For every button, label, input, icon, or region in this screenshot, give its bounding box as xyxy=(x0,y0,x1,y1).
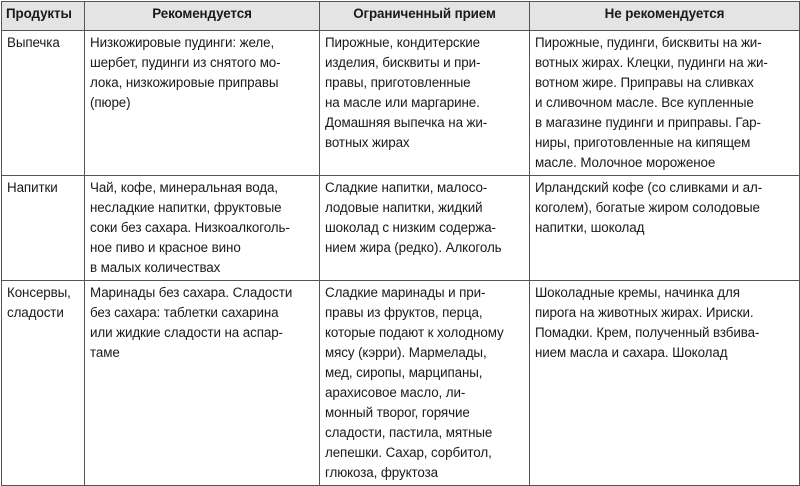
text-line: ное пиво и красное вино xyxy=(90,240,241,255)
text-line: изделия, бисквиты и при- xyxy=(325,55,481,70)
diet-table xyxy=(1,1,800,486)
text-line: (пюре) xyxy=(90,95,131,110)
text-line: Шоколадные кремы, начинка для xyxy=(535,285,740,300)
text-line: сладости, пастила, мятные xyxy=(325,425,493,440)
text-line: соки без сахара. Низкоалкоголь- xyxy=(90,220,290,235)
text-line: Низкожировые пудинги: желе, xyxy=(90,35,275,50)
text-line: Помадки. Крем, полученный взбива- xyxy=(535,325,760,340)
text-line: в магазине пудинги и приправы. Гар- xyxy=(535,115,761,130)
text-line: глюкоза, фруктоза xyxy=(325,465,438,480)
text-line: таме xyxy=(90,345,120,360)
text-line: без сахара: таблетки сахарина xyxy=(90,305,279,320)
header-not-recommended: Не рекомендуется xyxy=(530,2,800,31)
limited-cell xyxy=(320,176,530,281)
recommended-cell xyxy=(85,176,320,281)
text-line: Сладкие маринады и при- xyxy=(325,285,486,300)
text-line: лепешки. Сахар, сорбитол, xyxy=(325,445,492,460)
table-header-row xyxy=(2,2,800,31)
header-products: Продукты xyxy=(2,2,85,31)
text-line: или жидкие сладости на аспар- xyxy=(90,325,283,340)
limited-cell xyxy=(320,31,530,176)
text-line: Маринады без сахара. Сладости xyxy=(90,285,293,300)
text-line: мед, сиропы, марципаны, xyxy=(325,365,483,380)
text-line: шербет, пудинги из снятого мо- xyxy=(90,55,281,70)
category-label: Выпечка xyxy=(7,35,60,50)
text-line: которые подают к холодному xyxy=(325,325,504,340)
text-line: арахисовое масло, ли- xyxy=(325,385,466,400)
text-line: лока, низкожировые приправы xyxy=(90,75,279,90)
text-line: Домашняя выпечка на жи- xyxy=(325,115,488,130)
text-line: лодовые напитки, жидкий xyxy=(325,200,483,215)
text-line: напитки, шоколад xyxy=(535,220,645,235)
header-limited: Ограниченный прием xyxy=(320,2,530,31)
not-recommended-cell xyxy=(530,281,800,486)
recommended-cell xyxy=(85,281,320,486)
text-line: вотных жирах xyxy=(325,135,410,150)
text-line: правы, приготовленные xyxy=(325,75,471,90)
table-row xyxy=(2,31,800,176)
recommended-cell xyxy=(85,31,320,176)
text-line: Сладкие напитки, малосо- xyxy=(325,180,488,195)
text-line: на масле или маргарине. xyxy=(325,95,480,110)
text-line: ниры, приготовленные на кипящем xyxy=(535,135,751,150)
text-line: правы из фруктов, перца, xyxy=(325,305,483,320)
text-line: Ирландский кофе (со сливками и ал- xyxy=(535,180,763,195)
not-recommended-cell xyxy=(530,176,800,281)
category-cell xyxy=(2,281,85,486)
text-line: вотном жире. Приправы на сливках xyxy=(535,75,754,90)
text-line: монный творог, горячие xyxy=(325,405,470,420)
table-row xyxy=(2,281,800,486)
limited-cell xyxy=(320,281,530,486)
text-line: Пирожные, кондитерские xyxy=(325,35,481,50)
category-label: Напитки xyxy=(7,180,58,195)
text-line: коголем), богатые жиром солодовые xyxy=(535,200,760,215)
text-line: и сливочном масле. Все купленные xyxy=(535,95,754,110)
text-line: нием жира (редко). Алкоголь xyxy=(325,240,502,255)
text-line: в малых количествах xyxy=(90,260,221,275)
category-label: Консервы, xyxy=(7,285,71,300)
not-recommended-cell xyxy=(530,31,800,176)
text-line: Чай, кофе, минеральная вода, xyxy=(90,180,278,195)
category-label: сладости xyxy=(7,305,64,320)
text-line: мясу (кэрри). Мармелады, xyxy=(325,345,487,360)
text-line: Пирожные, пудинги, бисквиты на жи- xyxy=(535,35,762,50)
text-line: вотных жирах. Клецки, пудинги на жи- xyxy=(535,55,768,70)
table-row xyxy=(2,176,800,281)
text-line: несладкие напитки, фруктовые xyxy=(90,200,282,215)
text-line: нием масла и сахара. Шоколад xyxy=(535,345,728,360)
category-cell xyxy=(2,176,85,281)
header-recommended: Рекомендуется xyxy=(85,2,320,31)
text-line: масле. Молочное мороженое xyxy=(535,155,716,170)
category-cell xyxy=(2,31,85,176)
text-line: шоколад с низким содержа- xyxy=(325,220,496,235)
text-line: пирога на животных жирах. Ириски. xyxy=(535,305,754,320)
